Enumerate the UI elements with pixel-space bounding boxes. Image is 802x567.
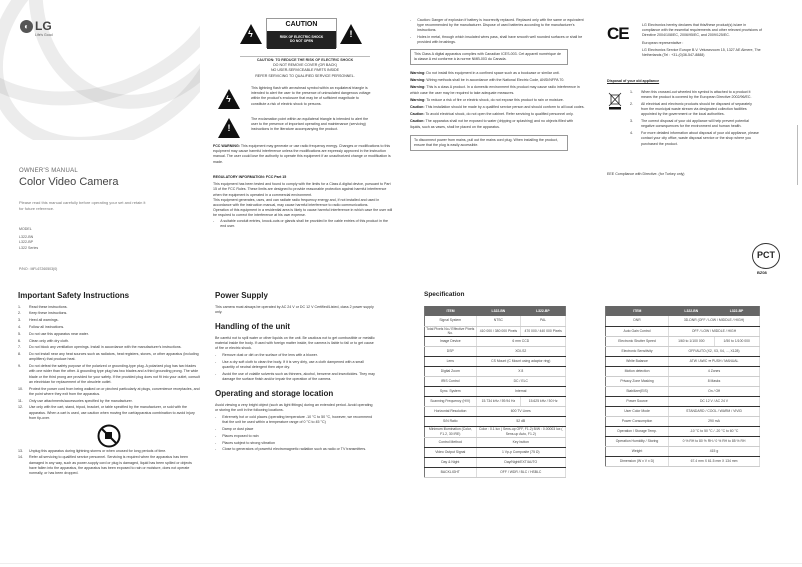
table-row — [606, 406, 760, 416]
item-number: 1. — [630, 90, 633, 94]
list-item — [18, 352, 200, 362]
caution-risk — [267, 31, 336, 49]
list-item — [630, 90, 760, 100]
list-item-text: Do not block any ventilation openings. Install in accordance with the manufacturer's instructions. — [29, 345, 182, 350]
table-row — [425, 337, 566, 347]
caution-line: CAUTION: TO REDUCE THE RISK OF ELECTRIC SHOCK — [256, 58, 354, 62]
row-label: Digital Zoom — [425, 367, 477, 377]
column-header: L322-BP — [521, 306, 566, 316]
exclamation-explanation: The exclamation point within an equilateral triangle is intended to alert the user to the presence of important operating and maintenance (servicing) instructions in the literature accompanying the product. — [251, 117, 369, 132]
safety-list-continued — [18, 449, 200, 477]
list-item — [630, 102, 760, 118]
model-label: MODEL — [19, 227, 32, 231]
warning-text: Wiring methods shall be in accordance with the National Electric Code, ANSI/NFPA 70. — [425, 78, 565, 83]
list-item-text: Only use attachments/accessories specified by the manufacturer. — [29, 398, 133, 403]
item-number: 12. — [18, 405, 23, 410]
page-edge — [797, 125, 798, 185]
list-item — [18, 455, 200, 476]
table-row — [606, 436, 760, 446]
handling-title: Handling of the unit — [215, 322, 291, 331]
cart-warning — [18, 423, 200, 449]
row-value: OFF/AUTO (X2, X3, X4, ..., X128) — [669, 346, 760, 356]
item-number: 14. — [18, 455, 23, 460]
row-label: Total Pixels No./ Effective Pixels No. — [426, 326, 475, 336]
table-row — [425, 397, 566, 407]
list-item-text: Unplug this apparatus during lightning storms or when unused for long periods of time. — [29, 448, 167, 453]
row-label: Minimum Illumination (Color, F1.2, 30 IRE) — [425, 427, 477, 438]
list-item-text: Avoid the use of volatile solvents such as thinners, alcohol, benzene and insecticides. They may damage the surface finish and/or impair the operation of the camera. — [222, 371, 375, 382]
safety-list — [18, 305, 200, 421]
list-item-text: Do not use this apparatus near water. — [29, 331, 89, 336]
list-item-text: For more detailed information about disposal of your old appliance, please contact your city office, waste disposal service or the shop where you purchased the product. — [641, 131, 759, 146]
list-item — [18, 311, 200, 316]
exclamation-warning-icon: ! — [340, 24, 362, 44]
warning-text: To reduce a risk of fire or electric shock, do not expose this product to rain or moisture. — [425, 97, 564, 102]
power-title: Power Supply — [215, 291, 268, 300]
row-value-bn: 1/60 to 1/100 000 — [669, 336, 714, 346]
model-block — [19, 227, 38, 251]
list-item-text: Damp or dust place — [222, 427, 254, 432]
list-item-text: Follow all instructions. — [29, 324, 65, 329]
row-label: User Color Mode — [606, 406, 669, 416]
caution-line: DO NOT REMOVE COVER (OR BACK) — [273, 63, 337, 68]
caution-line: REFER SERVICING TO QUALIFIED SERVICE PERSONNEL. — [255, 73, 355, 78]
item-number: 11. — [18, 398, 23, 403]
row-label: DSP — [425, 347, 477, 357]
row-label: Weight — [606, 446, 669, 456]
row-label: Scanning Frequency (H/V) — [425, 397, 477, 407]
row-label: Sync. System — [425, 387, 477, 397]
safety-section — [18, 290, 200, 478]
declaration-text: LG Electronics hereby declares that this/these product(s) is/are in compliance with the essential requirements and other relevant provisions of Directive 2004/108/EC, 2006/95/EC, and 2009/125/EC. — [642, 23, 762, 38]
table-row — [606, 426, 760, 436]
list-item-text: Refer all servicing to qualified service personnel. Servicing is required when the apparatus has been damaged in any way, such as power-supply cord or plug is damaged, liquid has been spilled or objects have fallen into the apparatus, the apparatus has been exposed to rain or moisture, does not operate normally, or has been dropped. — [29, 455, 192, 475]
lightning-warning-icon: ϟ — [240, 24, 262, 44]
item-number: 7. — [18, 345, 21, 350]
handling-text: Be careful not to spill water or other liquids on the unit. Be cautious not to get combustible or metallic material inside the body. If used with foreign matter inside, the camera is liable to fail or to get cause of fire or electric shock. — [215, 335, 375, 350]
list-item — [18, 318, 200, 323]
row-value: X 8 — [476, 367, 565, 377]
regulatory-paragraph: This equipment generates, uses, and can radiate radio frequency energy and, if not installed and used in accordance with the instruction manual, may cause harmful interference to radio communications. — [213, 197, 380, 208]
item-number: 4. — [630, 131, 633, 136]
location-title: Operating and storage location — [215, 389, 334, 399]
regulatory-bullet: - A suitable conduit entries, knock-outs or glands shall be provided in the cable entries of this product in the end user. — [213, 219, 393, 229]
row-label: S/N Ratio — [425, 417, 477, 427]
bullet-text: A suitable conduit entries, knock-outs or glands shall be provided in the cable entries of this product in the end user. — [220, 218, 389, 228]
column-header: L322-BN — [669, 306, 714, 316]
caution-line: NO USER-SERVICEABLE PARTS INSIDE — [270, 68, 340, 73]
table-row — [425, 347, 566, 357]
item-number: 2. — [18, 311, 21, 316]
warning-text: The apparatus shall not be exposed to water (dripping or splashing) and no objects filled with liquids, such as vases, shall be placed on the apparatus. — [410, 119, 574, 129]
list-item — [215, 441, 375, 446]
row-value: 6 mm CCD — [476, 337, 565, 347]
warning-item — [410, 112, 585, 117]
table-row — [425, 427, 566, 438]
list-item — [630, 119, 760, 129]
warning-list — [410, 71, 585, 130]
dash-marker: - — [215, 359, 217, 364]
column-header: ITEM — [425, 306, 477, 316]
power-text: This camera must always be operated by AC 24 V or DC 12 V Certified/Listed, class 2 power supply only. — [215, 304, 374, 314]
list-item — [18, 325, 200, 330]
row-value-bp: 15.625 kHz / 50 Hz — [521, 397, 566, 407]
row-value: XDI-S2 — [476, 347, 565, 357]
list-item — [18, 449, 200, 454]
disconnect-box: To disconnect power from mains, pull out the mains cord plug. When installing the product, ensure that the plug is easily accessible. — [410, 135, 568, 151]
row-label: Image Device — [425, 337, 477, 347]
warning-label: Warning: — [410, 85, 426, 90]
dash-marker: - — [215, 415, 217, 420]
list-item-text: Places exposed to rain — [222, 433, 259, 438]
list-item — [410, 35, 585, 45]
caution-title: CAUTION — [285, 21, 318, 28]
table-row — [606, 326, 760, 336]
warning-label: Caution: — [410, 112, 425, 117]
risk-text: RISK OF ELECTRIC SHOCK — [279, 35, 324, 39]
regulatory-info — [213, 175, 393, 231]
row-label: IRIS Control — [425, 377, 477, 387]
manual-label: OWNER'S MANUAL — [19, 168, 79, 174]
dash-marker: - — [215, 440, 217, 445]
row-value: 0 % RH to 80 % RH / 0 % RH to 85 % RH — [669, 436, 760, 446]
cart-tipover-icon — [97, 424, 121, 448]
list-item-text: Close to generators of powerful electromagnetic radiation such as radio or TV transmitters. — [222, 447, 367, 452]
list-item-text: Protect the power cord from being walked on or pinched particularly at plugs, convenience receptacles, and the point where they exit from the apparatus. — [29, 386, 200, 396]
row-value: Day/Night/EXT/AUTO — [476, 458, 565, 468]
dash-marker: - — [215, 447, 217, 452]
row-value: 415 g — [669, 446, 760, 456]
eee-compliance: EEE Compliance with Directive. (for Turkey only) — [607, 172, 685, 176]
rep-label: European representative : — [642, 40, 684, 45]
row-label: Lens — [425, 357, 477, 367]
list-item — [18, 364, 200, 385]
fcc-label: FCC WARNING: — [213, 144, 240, 148]
compliance-declaration — [642, 23, 762, 58]
row-value: CS Mount (C Mount using adaptor ring) — [476, 357, 565, 367]
item-number: 9. — [18, 364, 21, 369]
table-row — [606, 376, 760, 386]
row-value: 600 TV Lines — [476, 407, 565, 417]
warning-text: Do not install this equipment in a confined space such as a bookcase or similar unit. — [425, 70, 560, 75]
table-row — [425, 377, 566, 387]
list-item-text: Do not install near any heat sources such as radiators, heat registers, stoves, or other apparatus (including amplifiers) that produce heat. — [29, 352, 199, 362]
list-item — [410, 18, 585, 34]
row-label: Power Source — [606, 396, 669, 406]
item-number: 2. — [630, 102, 633, 106]
row-label: Day & Night — [425, 458, 477, 468]
list-item — [215, 372, 375, 382]
safety-title: Important Safety Instructions — [18, 291, 130, 300]
product-title: Color Video Camera — [19, 176, 119, 188]
disposal-title: Disposal of your old appliance — [607, 79, 660, 83]
row-label: Signal System — [425, 316, 477, 326]
item-number: 10. — [18, 386, 23, 391]
table-row — [425, 407, 566, 417]
row-value: DC / ELC — [476, 377, 565, 387]
dash-marker: - — [215, 371, 217, 376]
warning-label: Warning: — [410, 97, 426, 102]
warning-text: To avoid electrical shock, do not open the cabinet. Refer servicing to qualified personnel only. — [424, 112, 574, 117]
spec-table-1 — [424, 306, 566, 478]
list-item-text: The correct disposal of your old appliance will help prevent potential negative consequences for the environment and human health. — [641, 119, 749, 129]
row-value: 52 dB — [476, 417, 565, 427]
list-item-text: Read these instructions. — [29, 304, 68, 309]
dash-marker: - — [410, 18, 412, 22]
table-header-row — [606, 306, 760, 316]
dash-marker: - — [215, 353, 217, 358]
row-label: Electronic Sensitivity — [606, 346, 669, 356]
fcc-text: This equipment may generate or use radio frequency energy. Changes or modifications to this equipment may cause harmful interference unless the modifications are expressly approved in the instruction manual. The user could lose the authority to operate this equipment if an unauthorized change or modification is made. — [213, 144, 391, 164]
list-item-text: Use only with the cart, stand, tripod, bracket, or table specified by the manufacturer, or sold with the apparatus. When a cart is used, use caution when moving the cart/apparatus combination to avoid injury from tip-over. — [29, 405, 195, 420]
row-value: STANDARD / COOL / WARM / VIVID — [669, 406, 760, 416]
table-row — [425, 448, 566, 458]
list-item — [18, 399, 200, 404]
column-header: L322-BP — [714, 306, 759, 316]
row-value: -10 °C to 50 °C / -20 °C to 60 °C — [669, 426, 760, 436]
spec-table-2 — [605, 306, 760, 467]
row-label: Motion detection — [606, 366, 669, 376]
lightning-symbol-icon: ϟ — [218, 89, 240, 109]
table-row — [606, 356, 760, 366]
disposal-list — [630, 90, 760, 148]
dash-marker: - — [215, 427, 217, 432]
list-item-text: Clean only with dry cloth. — [29, 338, 69, 343]
warning-label: Warning: — [410, 70, 426, 75]
row-value-bp: PAL — [521, 316, 566, 326]
row-label: Dimension (W x V x D) — [606, 456, 669, 466]
caution-label — [266, 18, 337, 48]
table-row — [606, 446, 760, 456]
item-number: 8. — [18, 352, 21, 357]
item-number: 3. — [630, 119, 633, 124]
item-number: 13. — [18, 448, 23, 453]
regulatory-title: REGULATORY INFORMATION: FCC Part 15 — [213, 175, 287, 179]
list-item-text: Do not defeat the safety purpose of the polarized or grounding-type plug. A polarized plug has two blades with one wider than the other. A grounding type plug has two blades and a third grounding prong. The wide blade or the third prong are provided for your safety. If the provided plug does not fit into your outlet, consult an electrician for replacement of the obsolete outlet. — [29, 364, 200, 384]
cover-instructions: Please read this manual carefully before operating your set and retain it for future reference. — [19, 200, 146, 211]
model-item: L322 Series — [19, 245, 39, 250]
list-item — [18, 305, 200, 310]
row-value-bp: 470 000 / 440 000 Pixels — [521, 326, 566, 337]
list-item-text: All electrical and electronic products should be disposed of separately from the municipal waste stream via designated collection facilities appointed by the government or the local authorities. — [641, 102, 752, 117]
lg-logo-icon: ◐ — [20, 20, 33, 33]
row-label: Power Consumption — [606, 416, 669, 426]
brand-name: LG — [35, 19, 52, 33]
warning-text: This installation should be made by a qualified service person and should conform to all local codes. — [424, 104, 585, 109]
rep-address: LG Electronics Service Europe B.V. Veluwezoom 15, 1327 AE Almere, The Netherlands (Tel : +31-(0)36-547-8888) — [642, 47, 761, 58]
handling-list — [215, 353, 375, 382]
item-number: 1. — [18, 304, 21, 309]
item-number: 3. — [18, 318, 21, 323]
list-item — [215, 434, 375, 439]
warning-item — [410, 85, 585, 95]
row-value: 4 Zones — [669, 366, 760, 376]
row-label: Horizontal Resolution — [425, 407, 477, 417]
table-row — [606, 416, 760, 426]
row-value: Internal — [476, 387, 565, 397]
table-row — [425, 367, 566, 377]
table-row — [606, 396, 760, 406]
row-value-bn: 410 000 / 380 000 Pixels — [476, 326, 521, 337]
row-label: Auto Gain Control — [606, 326, 669, 336]
warning-item — [410, 71, 585, 76]
warning-label: Caution: — [410, 119, 425, 124]
warnings-column — [410, 18, 585, 151]
page-bottom-edge — [0, 563, 802, 564]
row-value: ATW / AWC ➡ PUSH / MANUAL — [669, 356, 760, 366]
dash-marker: - — [410, 35, 412, 40]
row-value-bn: NTSC — [476, 316, 521, 326]
list-item-text: When this crossed-out wheeled bin symbol is attached to a product it means the product is covered by the European Directive 2002/96/EC. — [641, 90, 752, 100]
table-row — [606, 316, 760, 326]
list-item-text: Places subject to strong vibration — [222, 440, 275, 445]
list-item-text: Keep these instructions. — [29, 311, 68, 316]
row-value-bp: 1/50 to 1/100 000 — [714, 336, 759, 346]
row-value: OFF / LOW / MIDDLE / HIGH — [669, 326, 760, 336]
lightning-explanation: This lightning flash with arrowhead symbol within an equilateral triangle is intended to alert the user to the presence of uninsulated dangerous voltage within the product's enclosure that may be of sufficient magnitude to constitute a risk of electric shock to persons. — [251, 86, 371, 106]
ce-mark-icon: CE — [607, 24, 629, 43]
warning-item — [410, 78, 585, 83]
row-value: DC 12 V / AC 24 V — [669, 396, 760, 406]
row-label: BACKLIGHT — [425, 468, 477, 478]
table-row — [606, 456, 760, 466]
row-value: OFF / WDR / BLC / HSBLC — [476, 468, 565, 478]
list-item — [630, 131, 760, 147]
spec-title: Specification — [424, 291, 465, 298]
part-number: P/NO : MFL67260503(0) — [19, 267, 58, 271]
do-not-open-text: DO NOT OPEN — [289, 39, 314, 44]
location-list — [215, 415, 375, 452]
list-item — [18, 405, 200, 421]
caution-statement — [240, 56, 370, 79]
item-number: 5. — [18, 331, 21, 336]
row-value: 290 mA — [669, 416, 760, 426]
tagline: Life's Good — [35, 33, 53, 37]
battery-cautions — [410, 18, 585, 46]
table-row — [606, 336, 760, 346]
fcc-warning — [213, 144, 393, 165]
table-row — [425, 387, 566, 397]
location-text: Avoid viewing a very bright object (such as light fittings) during an extended period. Avoid operating or storing the unit in the following locations. — [215, 402, 373, 413]
table-row — [425, 438, 566, 448]
table-row — [425, 468, 566, 478]
canada-compliance-box: This Class A digital apparatus complies with Canadian ICES-003. Cet appareil numérique de la classe A est conforme à la norme NMB-003 du Canada. — [410, 49, 568, 65]
warning-item — [410, 98, 585, 103]
row-label: Operation / Storage Temp. — [606, 426, 669, 436]
row-label: Privacy Zone Masking — [606, 376, 669, 386]
column-header: L322-BN — [476, 306, 521, 316]
row-label: Control Method — [425, 438, 477, 448]
warning-label: Caution: — [410, 104, 425, 109]
model-item: L322-BP — [19, 240, 33, 245]
pct-code: BZ08 — [757, 270, 767, 275]
list-item-text: Use a dry soft cloth to clean the body. If it is very dirty, use a cloth dampened with a small quantity of neutral detergent then wipe dry. — [222, 359, 364, 370]
dash-marker: - — [215, 433, 217, 438]
list-item-text: Remove dust or dirt on the surface of the lens with a blower. — [222, 353, 318, 358]
regulatory-paragraph: Operation of this equipment in a residential area is likely to cause harmful interference in which case the user will be required to correct the interference at his own expense. — [213, 208, 393, 218]
warning-label: Warning: — [410, 78, 426, 83]
list-item — [215, 447, 375, 452]
list-item — [18, 387, 200, 397]
list-item — [18, 339, 200, 344]
row-value-bn: 15.734 kHz / 59.94 Hz — [476, 397, 521, 407]
table-row — [425, 326, 566, 337]
exclamation-symbol-icon: ! — [218, 118, 240, 138]
table-row — [606, 386, 760, 396]
table-row — [425, 458, 566, 468]
row-value: Key button — [476, 438, 565, 448]
list-item — [215, 353, 375, 358]
warning-text: This is a class A product. In a domestic environment this product may cause radio interference in which case the user may be required to take adequate measures. — [410, 85, 580, 95]
table-row — [425, 316, 566, 326]
table-row — [425, 357, 566, 367]
row-value: 8 Masks — [669, 376, 760, 386]
crossed-bin-icon — [608, 92, 622, 110]
table-row — [425, 417, 566, 427]
item-number: 4. — [18, 324, 21, 329]
pct-mark-icon: PCT — [752, 243, 780, 269]
model-item: L322-BN — [19, 235, 34, 240]
list-item — [215, 415, 375, 425]
warning-item — [410, 119, 585, 129]
list-item-text: Holes in metal, through which insulated wires pass, shall have smooth well rounded surfaces or shall be provided with brushings. — [417, 35, 583, 45]
list-item — [18, 332, 200, 337]
table-row — [606, 346, 760, 356]
list-item — [215, 427, 375, 432]
table-row — [606, 366, 760, 376]
warning-item — [410, 105, 585, 110]
list-item-text: Heed all warnings. — [29, 318, 59, 323]
list-item — [215, 360, 375, 370]
row-value: 3D-DNR (OFF / LOW / MIDDLE / HIGH) — [669, 316, 760, 326]
table-header-row — [425, 306, 566, 316]
row-value: 67.4 mm X 61.5 mm X 134 mm — [669, 456, 760, 466]
row-label: White Balance — [606, 356, 669, 366]
row-label: DNR — [606, 316, 669, 326]
list-item-text: Caution: Danger of explosion if battery is incorrectly replaced. Replaced only with the same or equivalent type recommended by the manufacturer. Dispose of used batteries according to the manufacturer's instructions. — [417, 18, 584, 33]
regulatory-paragraph: This equipment has been tested and found to comply with the limits for a Class A digital device, pursuant to Part 15 of the FCC Rules. These limits are designed to provide reasonable protection against harmful interference when the equipment is operated in a commercial environment. — [213, 182, 391, 197]
list-item — [18, 345, 200, 350]
row-value: 1 Vp-p Composite (75 Ω) — [476, 448, 565, 458]
row-label: Operation Humidity / Storing — [606, 436, 669, 446]
row-label: Video Output Signal — [425, 448, 477, 458]
list-item-text: Extremely hot or cold places (operating temperature -10 °C to 50 °C, however, we recommend that the unit be used within a temperature range of 0 °C to 45 °C) — [222, 415, 373, 425]
column-header: ITEM — [606, 306, 669, 316]
row-label: Electronic Shutter Speed — [606, 336, 669, 346]
row-value: Color : 0.1 lux ( Sens-up OFF, F1.2) B/W : 0.00003 lux ( Sens-up Auto, F1.2) — [476, 427, 565, 438]
power-section — [215, 290, 375, 454]
item-number: 6. — [18, 338, 21, 343]
row-value: On / Off — [669, 386, 760, 396]
row-label: Stabilizer(EIS) — [606, 386, 669, 396]
